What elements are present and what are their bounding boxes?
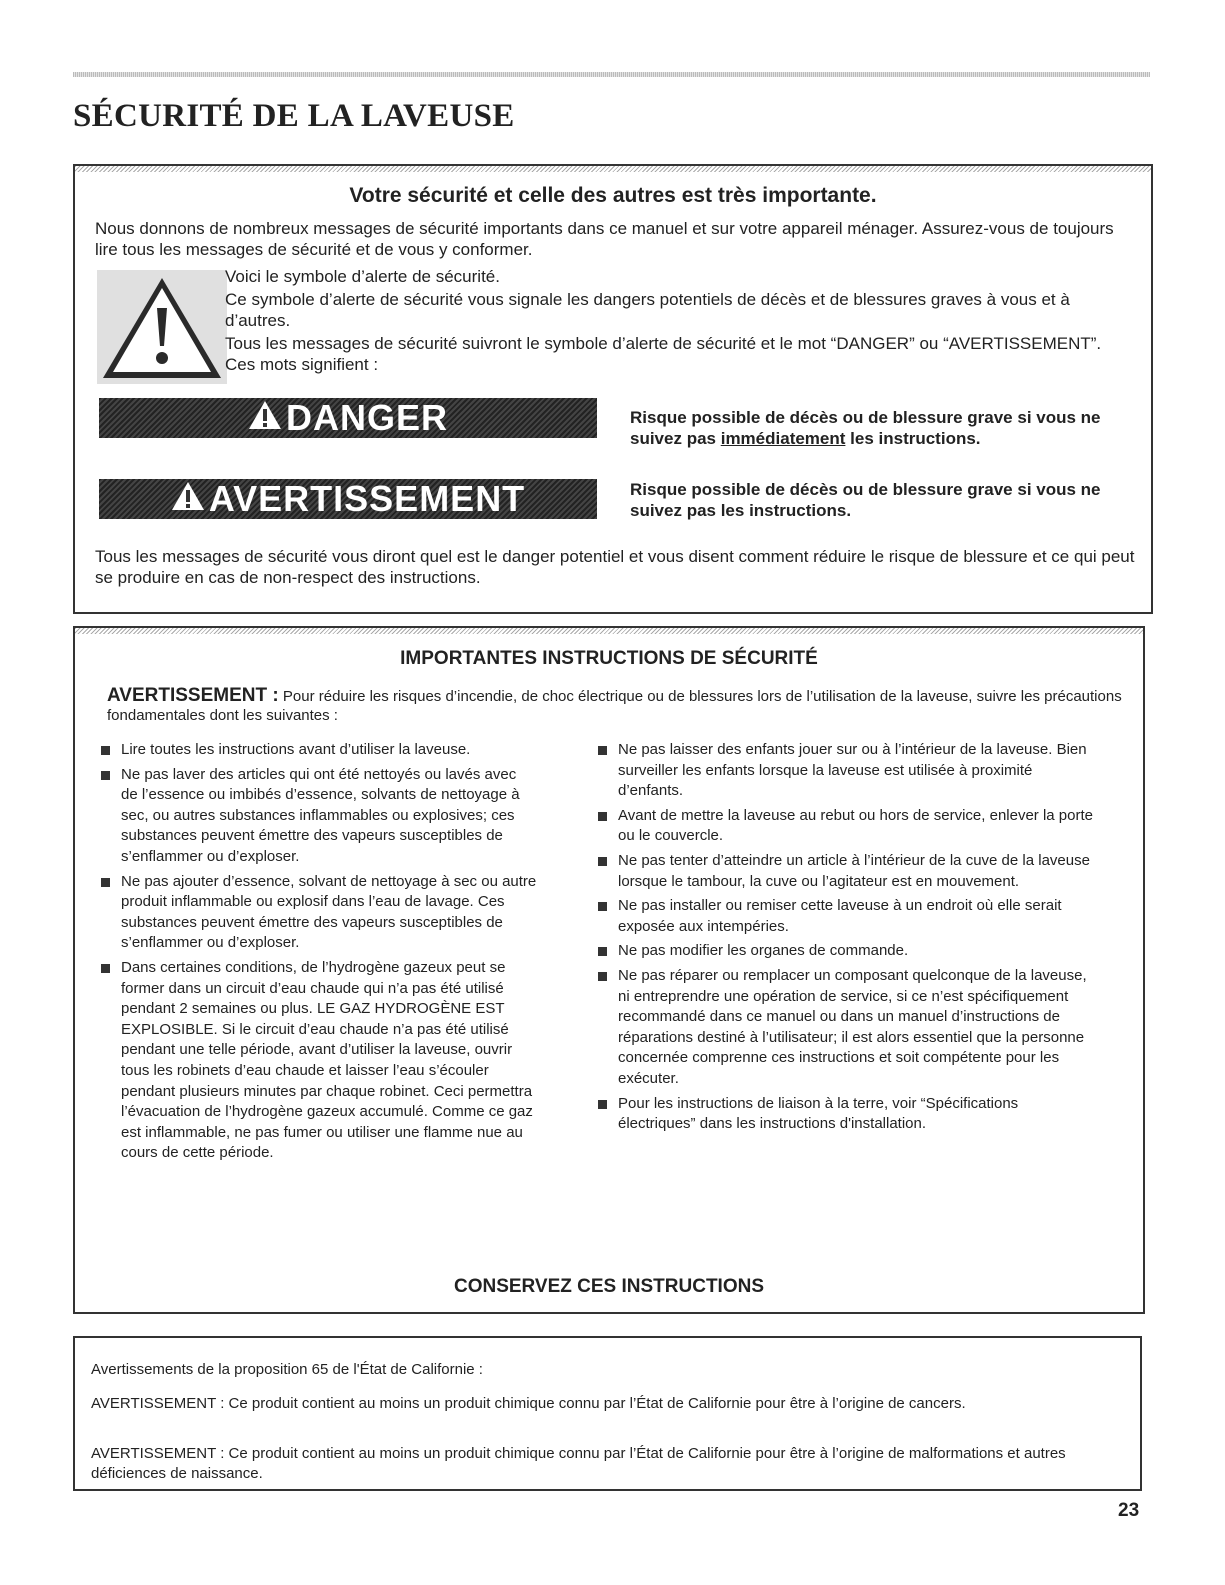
list-item: Dans certaines conditions, de l’hydrogène gazeux peut se former dans un circuit d’eau chaude qui n’a pas été utilisé pendant 2 semaines ou plus. LE GAZ HYDROGÈNE EST EXPLOSIBLE. Si le circuit d’eau chaude n’a pas été utilisé pendant une telle période, avant d’utiliser la laveuse, ouvrir tous les robinets d’eau chaude et laisser l’eau s’écouler pendant plusieurs minutes par chaque robinet. Ceci permettra l’évacuation de l’hydrogène gazeux accumulé. Comme ce gaz est inflammable, ne pas fumer ou utiliser une flamme nue au cours de cette période.	[97, 958, 537, 1164]
warning-signal-word	[99, 479, 597, 519]
danger-description	[630, 407, 1150, 449]
safety-closing: Tous les messages de sécurité vous diront quel est le danger potentiel et vous disent comment réduire le risque de blessure et ce qui peut se produire en cas de non-respect des instructions.	[95, 547, 1135, 587]
instructions-heading: IMPORTANTES INSTRUCTIONS DE SÉCURITÉ	[400, 648, 818, 669]
alert-line-1: Voici le symbole d’alerte de sécurité.	[225, 267, 500, 286]
danger-desc-end: les instructions.	[845, 429, 981, 448]
safety-heading: Votre sécurité et celle des autres est très importante.	[349, 184, 877, 207]
warning-triangle-icon	[248, 397, 282, 439]
list-item: Ne pas tenter d’atteindre un article à l’intérieur de la cuve de la laveuse lorsque le tambour, la cuve ou l’agitateur est en mouvement.	[594, 851, 1094, 892]
warning-description: Risque possible de décès ou de blessure grave si vous ne suivez pas les instructions.	[630, 480, 1101, 520]
list-item: Ne pas installer ou remiser cette laveuse à un endroit où elle serait exposée aux intempéries.	[594, 896, 1094, 937]
warning-label: AVERTISSEMENT	[208, 478, 526, 519]
list-item: Ne pas ajouter d’essence, solvant de nettoyage à sec ou autre produit inflammable ou explosif dans l’eau de lavage. Ces substances peuvent émettre des vapeurs susceptibles de s’enflammer ou d’exploser.	[97, 872, 537, 954]
list-item: Avant de mettre la laveuse au rebut ou hors de service, enlever la porte ou le couvercle.	[594, 806, 1094, 847]
prop65-warning-1: AVERTISSEMENT : Ce produit contient au moins un produit chimique connu par l’État de Californie pour être à l’origine de cancers.	[91, 1395, 966, 1412]
list-item: Lire toutes les instructions avant d’utiliser la laveuse.	[97, 740, 537, 761]
danger-label: DANGER	[285, 397, 448, 438]
list-item: Ne pas réparer ou remplacer un composant quelconque de la laveuse, ni entreprendre une opération de service, si ce n’est spécifiquement recommandé dans ce manuel ou dans un manuel d’instructions de réparations destiné à l’utilisateur; il est alors essentiel que la personne concernée comprenne ces instructions et soit compétente pour les exécuter.	[594, 966, 1094, 1090]
prop65-box	[73, 1336, 1142, 1491]
danger-desc-text: Risque possible de décès ou de blessure grave si vous ne suivez pas	[630, 408, 1101, 448]
warning-label: AVERTISSEMENT :	[107, 685, 279, 706]
alert-line-2: Ce symbole d’alerte de sécurité vous signale les dangers potentiels de décès et de blessures graves à vous et à d’autres.	[225, 290, 1070, 330]
safety-intro: Nous donnons de nombreux messages de sécurité importants dans ce manuel et sur votre appareil ménager. Assurez-vous de toujours lire tous les messages de sécurité et de vous y conformer.	[95, 219, 1114, 259]
danger-signal-word	[99, 398, 597, 438]
danger-desc-emphasis: immédiatement	[720, 429, 846, 448]
box-hatch	[75, 166, 1151, 172]
instructions-box	[73, 626, 1145, 1314]
alert-lines	[225, 266, 1125, 377]
alert-line-3: Tous les messages de sécurité suivront le symbole d’alerte de sécurité et le mot “DANGER” ou “AVERTISSEMENT”. Ces mots signifient :	[225, 334, 1102, 374]
instructions-left-column	[97, 740, 537, 1168]
instructions-warning	[107, 686, 1127, 725]
box-hatch	[75, 628, 1143, 634]
instructions-right-column	[594, 740, 1094, 1139]
list-item: Ne pas laisser des enfants jouer sur ou à l’intérieur de la laveuse. Bien surveiller les enfants lorsque la laveuse est utilisée à proximité d’enfants.	[594, 740, 1094, 802]
warning-triangle-icon	[171, 478, 205, 520]
keep-instructions: CONSERVEZ CES INSTRUCTIONS	[453, 1276, 765, 1297]
list-item: Pour les instructions de liaison à la terre, voir “Spécifications électriques” dans les instructions d'installation.	[594, 1094, 1094, 1135]
prop65-heading: Avertissements de la proposition 65 de l'État de Californie :	[91, 1361, 483, 1378]
top-rule	[73, 72, 1150, 77]
list-item: Ne pas laver des articles qui ont été nettoyés ou lavés avec de l’essence ou imbibés d’essence, solvants de nettoyage à sec, ou autres substances inflammables ou explosives; ces substances peuvent émettre des vapeurs susceptibles de s’enflammer ou d’exploser.	[97, 765, 537, 868]
warning-text: Pour réduire les risques d’incendie, de choc électrique ou de blessures lors de l’utilisation de la laveuse, suivre les précautions fondamentales dont les suivantes :	[107, 688, 1122, 724]
page-title: SÉCURITÉ DE LA LAVEUSE	[73, 98, 515, 134]
list-item: Ne pas modifier les organes de commande.	[594, 941, 1094, 962]
prop65-warning-2: AVERTISSEMENT : Ce produit contient au moins un produit chimique connu par l’État de Californie pour être à l’origine de malformations et autres déficiences de naissance.	[91, 1445, 1066, 1482]
safety-alert-icon	[97, 270, 227, 384]
safety-box	[73, 164, 1153, 614]
page-number: 23	[1118, 1500, 1140, 1521]
